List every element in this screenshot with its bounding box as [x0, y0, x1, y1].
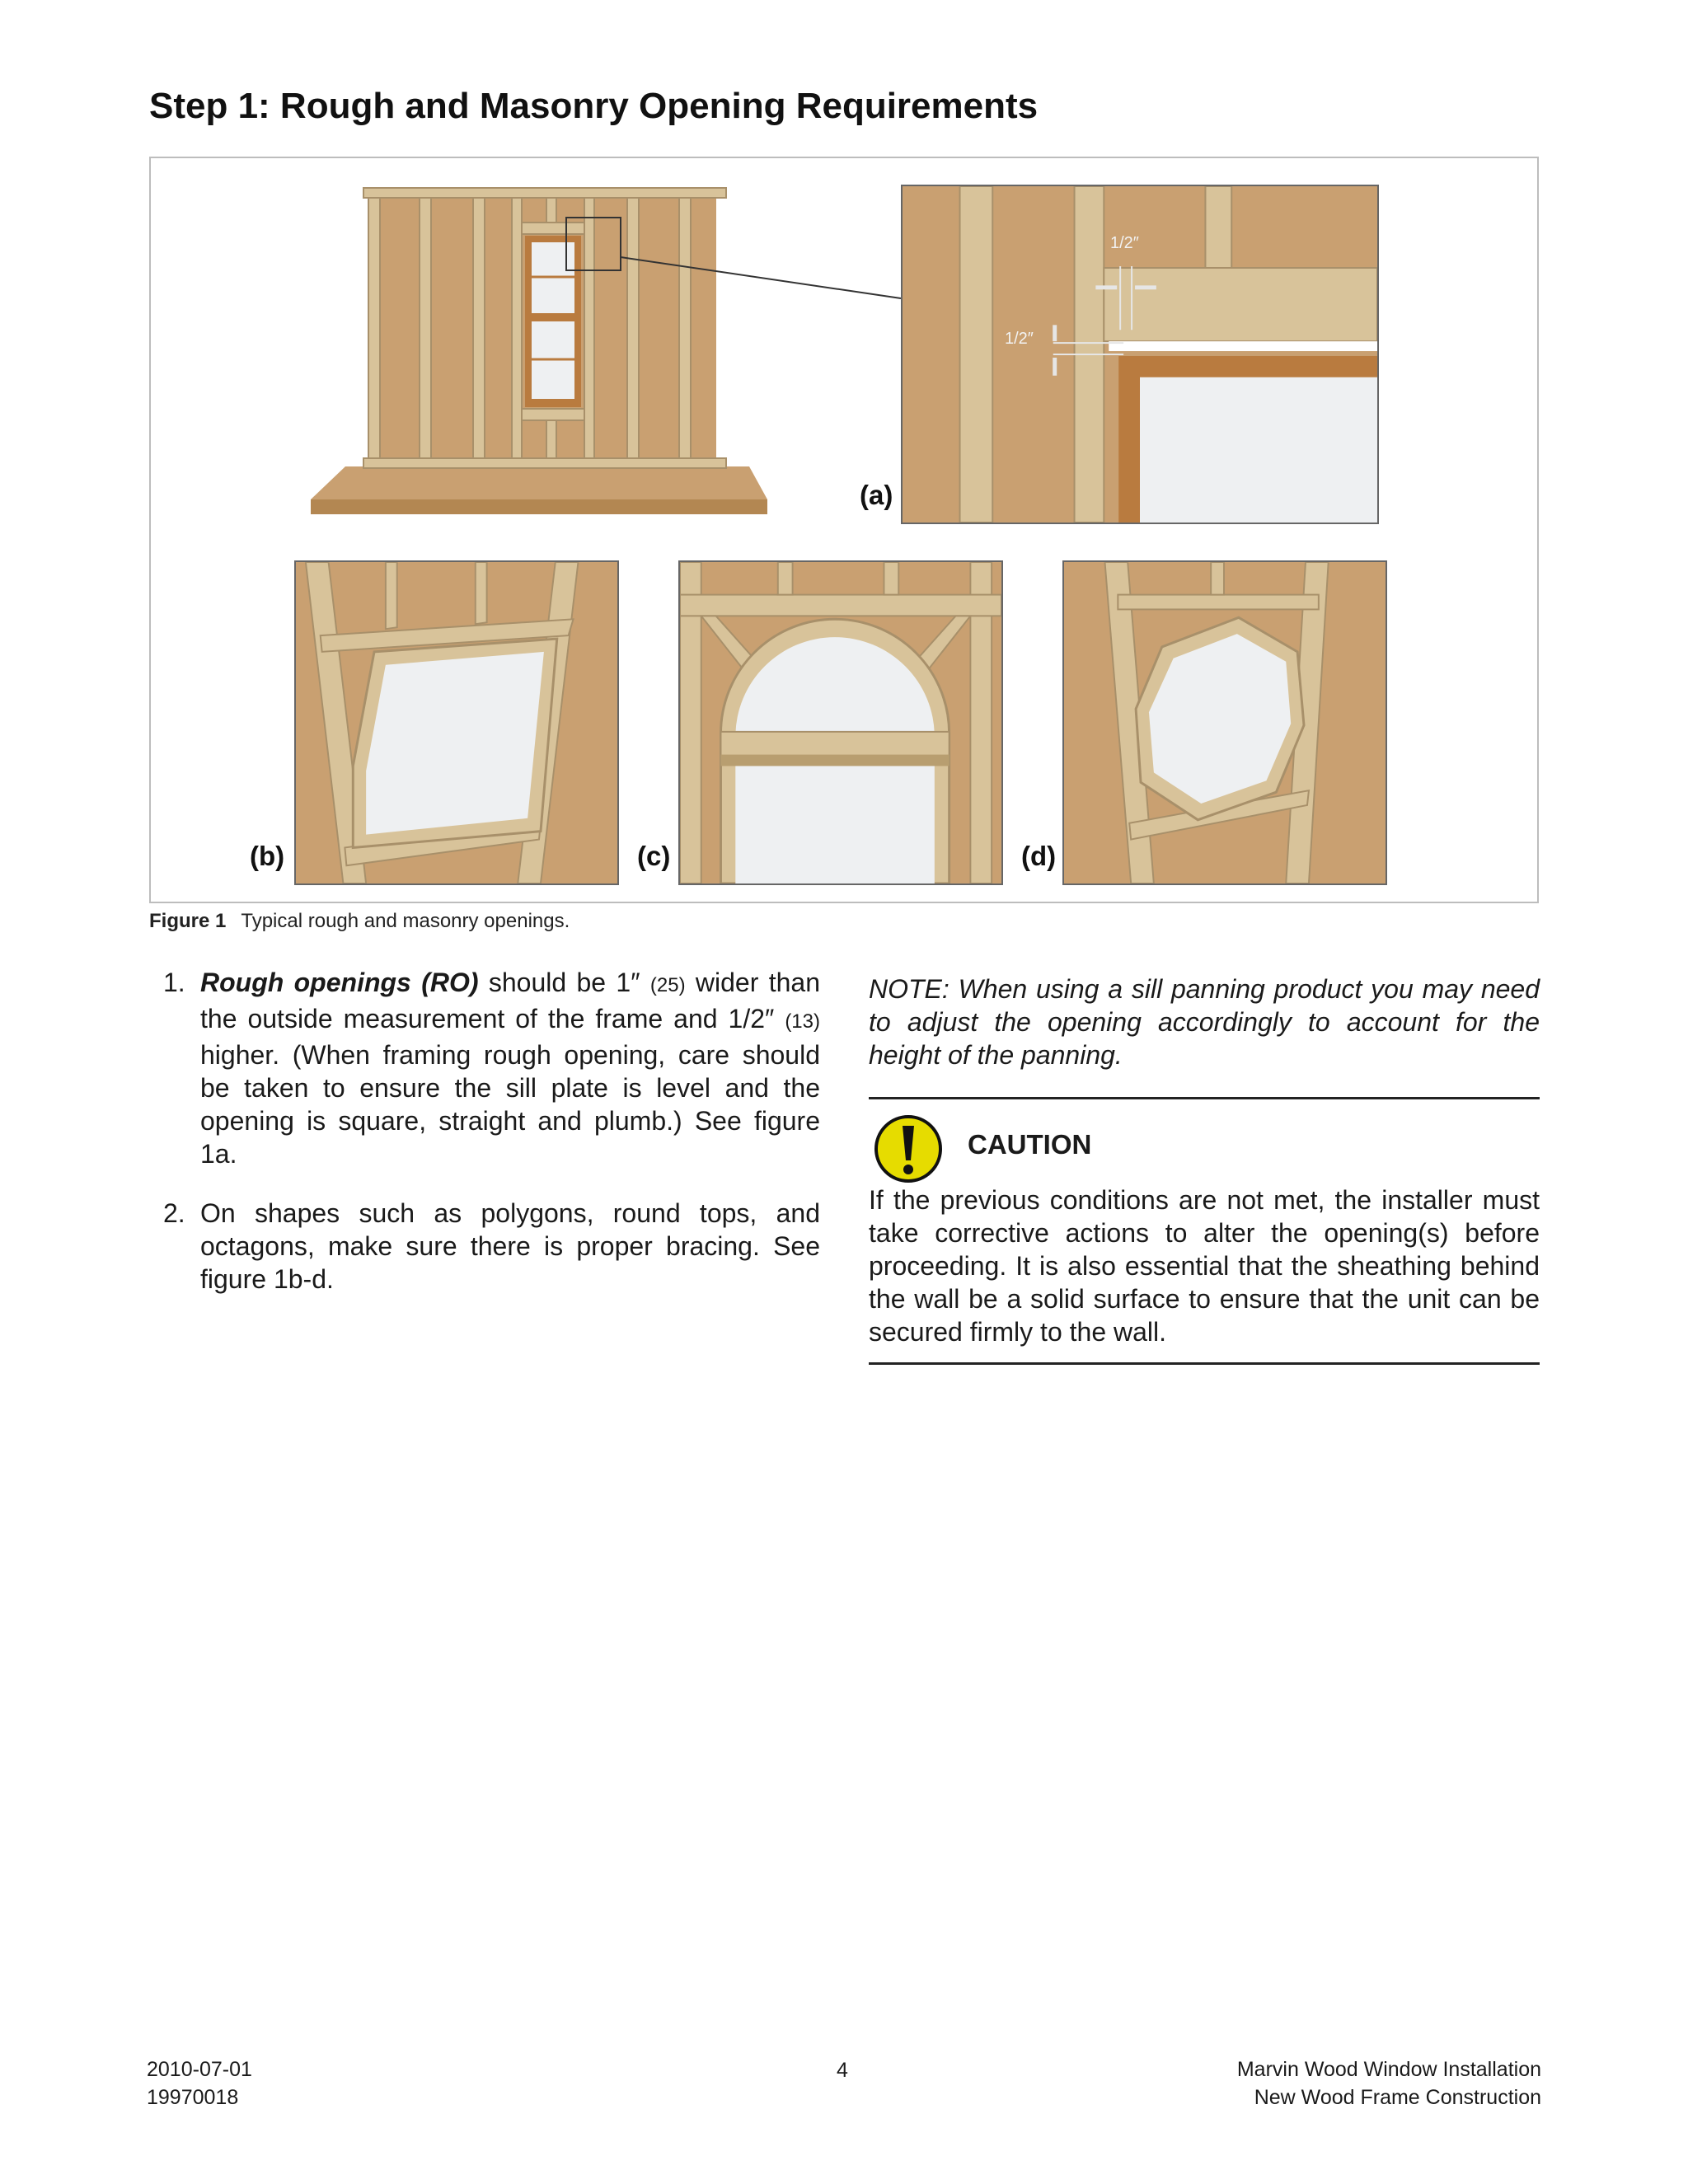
dimension-label-horizontal: 1/2″: [1110, 234, 1139, 252]
caution-body-text: If the previous conditions are not met, the installer must take corrective actions to alter the opening(s) before proceeding. It is also essential that the sheathing behind the wall be a solid surface to ensure that the unit can be secured firmly to the wall.: [869, 1185, 1540, 1347]
list-item-text: should be 1″: [478, 968, 650, 997]
footer-title-line-2: New Wood Frame Construction: [1254, 2086, 1541, 2109]
figure-caption-label: Figure 1: [149, 910, 227, 932]
list-item-number: 2.: [163, 1198, 185, 1228]
caution-top-rule: [869, 1097, 1540, 1099]
list-item-number: 1.: [163, 968, 185, 997]
metric-value: (13): [785, 1010, 820, 1033]
caution-heading: CAUTION: [968, 1129, 1092, 1160]
footer-title-line-1: Marvin Wood Window Installation: [1236, 2058, 1541, 2081]
caution-exclamation-icon: [874, 1114, 943, 1183]
step-list: [163, 966, 820, 1322]
footer-left: [147, 2055, 252, 2111]
page-number: 4: [837, 2059, 848, 2082]
metric-value: (25): [649, 974, 686, 996]
figure-caption-text: Typical rough and masonry openings.: [241, 910, 570, 932]
detail-illustration-d: [1062, 560, 1387, 885]
footer-doc-number: 19970018: [147, 2086, 239, 2109]
figure-1: [149, 157, 1539, 903]
wall-overview-illustration: [304, 170, 774, 514]
list-item-text: higher. (When framing rough opening, care should be taken to ensure the sill plate is level and the opening is square, straight and plumb.) See figure 1a.: [200, 1040, 820, 1169]
list-item: [163, 1197, 820, 1296]
footer-date: 2010-07-01: [147, 2058, 252, 2081]
detail-illustration-a: [901, 185, 1379, 524]
detail-illustration-b: [294, 560, 619, 885]
list-item: [163, 966, 820, 1170]
panel-label-c: (c): [637, 841, 671, 871]
detail-illustration-c: [678, 560, 1003, 885]
panel-label-a: (a): [860, 480, 893, 510]
rough-openings-term: Rough openings (RO): [200, 968, 479, 997]
caution-bottom-rule: [869, 1362, 1540, 1365]
list-item-text: On shapes such as polygons, round tops, and octagons, make sure there is proper bracing. See figure 1b-d.: [200, 1198, 820, 1294]
note-text: NOTE: When using a sill panning product you may need to adjust the opening accordingly to account for the height of the panning.: [869, 974, 1540, 1070]
panel-label-b: (b): [250, 841, 285, 871]
panel-label-d: (d): [1021, 841, 1057, 871]
footer-right: [1237, 2055, 1541, 2111]
dimension-label-vertical: 1/2″: [1005, 330, 1034, 348]
figure-caption: [149, 910, 570, 933]
page-title: Step 1: Rough and Masonry Opening Requirements: [149, 86, 1039, 126]
list-item-text: wider than the outside measurement of the frame and 1/2″: [200, 968, 821, 1033]
